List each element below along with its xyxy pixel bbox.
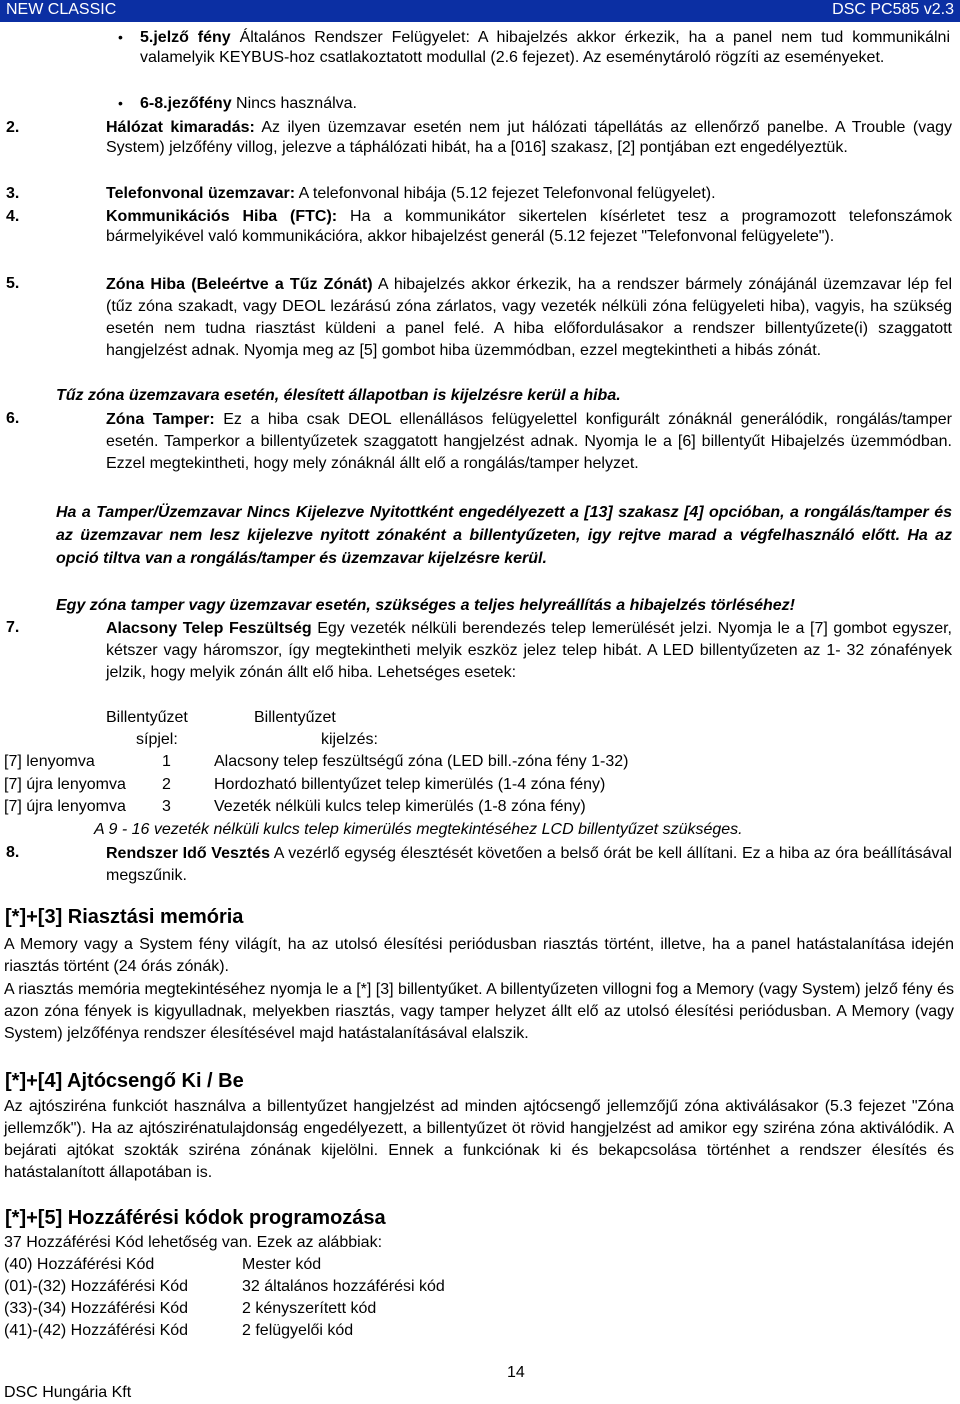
- trouble-light-6-8: [140, 94, 950, 114]
- item-8: [106, 843, 952, 887]
- table-head-beep-2: sípjel:: [136, 731, 178, 748]
- table-row-desc: Hordozható billentyűzet telep kimerülés (1-4 zóna fény): [214, 776, 606, 793]
- item-6-text: Ez a hiba csak DEOL ellenállásos felügyelettel konfigurált zónáknál generálódik, rongálás/tamper esetén. Tamperkor a billentyűzetek szaggatott hangjelzést adnak. Nyomja le a [6] billentyűt Hibajelzés üzemmódban. Ezzel megtekintheti, hogy mely zónáknál állt elő a rongálás/tamper helyzet.: [106, 411, 952, 472]
- item-6: [106, 409, 952, 475]
- item-3-text: A telefonvonal hibája (5.12 fejezet Telefonvonal felügyelet).: [295, 185, 716, 202]
- trouble-light-6-8-text: Nincs használva.: [231, 95, 357, 112]
- item-7-title: Alacsony Telep Feszültség: [106, 620, 312, 637]
- item-2-title: Hálózat kimaradás:: [106, 119, 255, 136]
- code-range: (33)-(34) Hozzáférési Kód: [4, 1300, 189, 1317]
- item-4-title: Kommunikációs Hiba (FTC):: [106, 208, 338, 225]
- footer-company: DSC Hungária Kft: [4, 1384, 132, 1401]
- item-4-text: Ha a kommunikátor sikertelen kísérletet tesz a programozott telefonszámok bármelyikével való kommunikációra, akkor hibajelzést generál (5.12 fejezet "Telefonvonal felügyelete").: [106, 208, 952, 245]
- item-8-text: A vezérlő egység élesztését követően a belső órát be kell állítani. Ez a hiba az óra beállításával megszűnik.: [106, 845, 952, 884]
- table-head-beep: Billentyűzet: [106, 709, 188, 726]
- item-5-note: Tűz zóna üzemzavara esetén, élesített állapotban is kijelzésre kerül a hiba.: [56, 387, 621, 404]
- code-range: (41)-(42) Hozzáférési Kód: [4, 1322, 189, 1339]
- item-4-number: 4.: [6, 208, 20, 225]
- item-3: [106, 184, 952, 204]
- item-8-number: 8.: [6, 844, 20, 861]
- item-5-title: Zóna Hiba (Beleértve a Tűz Zónát): [106, 276, 373, 293]
- section-title-door-chime: [*]+[4] Ajtócsengő Ki / Be: [5, 1070, 244, 1092]
- table-note: A 9 - 16 vezeték nélküli kulcs telep kimerülés megtekintéséhez LCD billentyűzet szükséges.: [94, 821, 743, 838]
- item-5: [106, 274, 952, 362]
- section-title-alarm-memory: [*]+[3] Riasztási memória: [5, 906, 244, 928]
- item-3-title: Telefonvonal üzemzavar:: [106, 185, 296, 202]
- table-row-beep: 3: [162, 798, 171, 815]
- trouble-light-6-8-title: 6-8.jezőfény: [140, 95, 232, 112]
- item-5-text: A hibajelzés akkor érkezik, ha a rendszer bármely zónájánál üzemzavar lép fel (tűz zóna szakadt, vagy DEOL lezárású zóna zárlatos, vagy vezeték nélküli zóna felügyeleti hiba), vagyis, ha szükség esetén nem tudna riasztást küldeni a panel felé. A hiba előfordulásakor a rendszer billentyűzete(i) szaggatott hangjelzést adnak. Nyomja meg az [5] gombot hiba üzemmódban, ezzel megtekintheti a hibás zónát.: [106, 276, 952, 359]
- table-row-press: [7] újra lenyomva: [4, 798, 126, 815]
- section-title-access-codes: [*]+[5] Hozzáférési kódok programozása: [5, 1207, 386, 1229]
- code-desc: 2 felügyelői kód: [242, 1322, 354, 1339]
- item-6-number: 6.: [6, 410, 20, 427]
- header-product: NEW CLASSIC: [6, 1, 117, 18]
- item-3-number: 3.: [6, 185, 20, 202]
- section-paragraph: A riasztás memória megtekintéséhez nyomja le a [*] [3] billentyűket. A billentyűzeten villogni fog a Memory (vagy System) jelző fény és azon zóna fények is kigyulladnak, melyekben riasztás, vagy tamper helyzet állt elő az utolsó élesítési periódusban. A Memory (vagy System) jelzőfénya rendszer élesítésével majd hatástalanításával elalszik.: [4, 981, 954, 1042]
- item-2-text: Az ilyen üzemzavar esetén nem jut hálózati tápellátás az ellenőrző panelbe. A Trouble (vagy System) jelzőfény villog, jelezve a táphálózati hibát, ha a [016] szakasz, [2] pontjában ezt engedélyeztük.: [106, 119, 953, 156]
- table-head-display: Billentyűzet: [254, 709, 336, 726]
- code-desc: 32 általános hozzáférési kód: [242, 1278, 445, 1295]
- header-model: DSC PC585 v2.3: [832, 1, 954, 18]
- code-range: (40) Hozzáférési Kód: [4, 1256, 155, 1273]
- code-range: (01)-(32) Hozzáférési Kód: [4, 1278, 189, 1295]
- section-paragraph: Az ajtósziréna funkciót használva a billentyűzet hangjelzést ad minden ajtócsengő jellemzőjű zóna aktiválásakor (5.3 fejezet "Zóna jellemzők"). Ha az ajtószirénatulajdonság engedélyezett, a billentyűzet öt rövid hangjelzést ad amikor egy sziréna zóna aktiválódik. A bejárati ajtókat szokták sziréna zónának kijelölni. Ennek a funkciónak ki és bekapcsolása történhet a rendszer élesítés és hatástalanított állapotában is.: [4, 1098, 954, 1181]
- page-number: 14: [507, 1364, 525, 1381]
- item-5-number: 5.: [6, 275, 20, 292]
- item-7-text: Egy vezeték nélküli berendezés telep lemerülését jelzi. Nyomja le a [7] gombot egyszer, kétszer vagy háromszor, így megtekintheti melyik eszköz jelez telep hibát. A LED billentyűzeten az 1- 32 zónafények jelzik, hogy melyik zónán állt elő hiba. Lehetséges esetek:: [106, 620, 952, 681]
- table-row-press: [7] lenyomva: [4, 753, 95, 770]
- table-row-desc: Vezeték nélküli kulcs telep kimerülés (1-8 zóna fény): [214, 798, 586, 815]
- item-8-title: Rendszer Idő Vesztés: [106, 845, 271, 862]
- trouble-light-5-text: Általános Rendszer Felügyelet: A hibajelzés akkor érkezik, ha a panel nem tud kommunikálni valamelyik KEYBUS-hoz csatlakoztatott modullal (2.6 fejezet). Az eseménytároló rögzíti az eseményeket.: [140, 29, 951, 66]
- item-6-title: Zóna Tamper:: [106, 411, 215, 428]
- code-desc: Mester kód: [242, 1256, 322, 1273]
- item-2: [106, 118, 952, 157]
- table-row-desc: Alacsony telep feszültségű zóna (LED bill.-zóna fény 1-32): [214, 753, 629, 770]
- section-paragraph: A Memory vagy a System fény világít, ha az utolsó élesítési periódusban riasztás történt, illetve, ha a panel hatástalanítása idején riasztás történt (24 órás zónák).: [4, 936, 954, 975]
- trouble-light-5: [140, 28, 950, 67]
- item-4: [106, 207, 952, 246]
- item-6-note-2: Egy zóna tamper vagy üzemzavar esetén, szükséges a teljes helyreállítás a hibajelzés törléséhez!: [56, 597, 796, 614]
- table-row-press: [7] újra lenyomva: [4, 776, 126, 793]
- section-paragraph: 37 Hozzáférési Kód lehetőség van. Ezek az alábbiak:: [4, 1234, 383, 1251]
- item-7: [106, 618, 952, 684]
- item-7-number: 7.: [6, 619, 20, 636]
- table-row-beep: 1: [162, 753, 171, 770]
- table-head-display-2: kijelzés:: [321, 731, 378, 748]
- code-desc: 2 kényszerített kód: [242, 1300, 377, 1317]
- table-row-beep: 2: [162, 776, 171, 793]
- trouble-light-5-title: 5.jelző fény: [140, 29, 231, 46]
- item-6-note-1: Ha a Tamper/Üzemzavar Nincs Kijelezve Nyitottként engedélyezett a [13] szakasz [4] opcióban, a rongálás/tamper és az üzemzavar nem lesz kijelezve nyitott zónaként a billentyűzeten, igy rejtve marad a végfelhasználó előtt. Ha az opció tiltva van a rongálás/tamper és üzemzavar kijelzésre kerül.: [56, 504, 952, 567]
- item-2-number: 2.: [6, 119, 20, 136]
- page-header: [0, 0, 960, 22]
